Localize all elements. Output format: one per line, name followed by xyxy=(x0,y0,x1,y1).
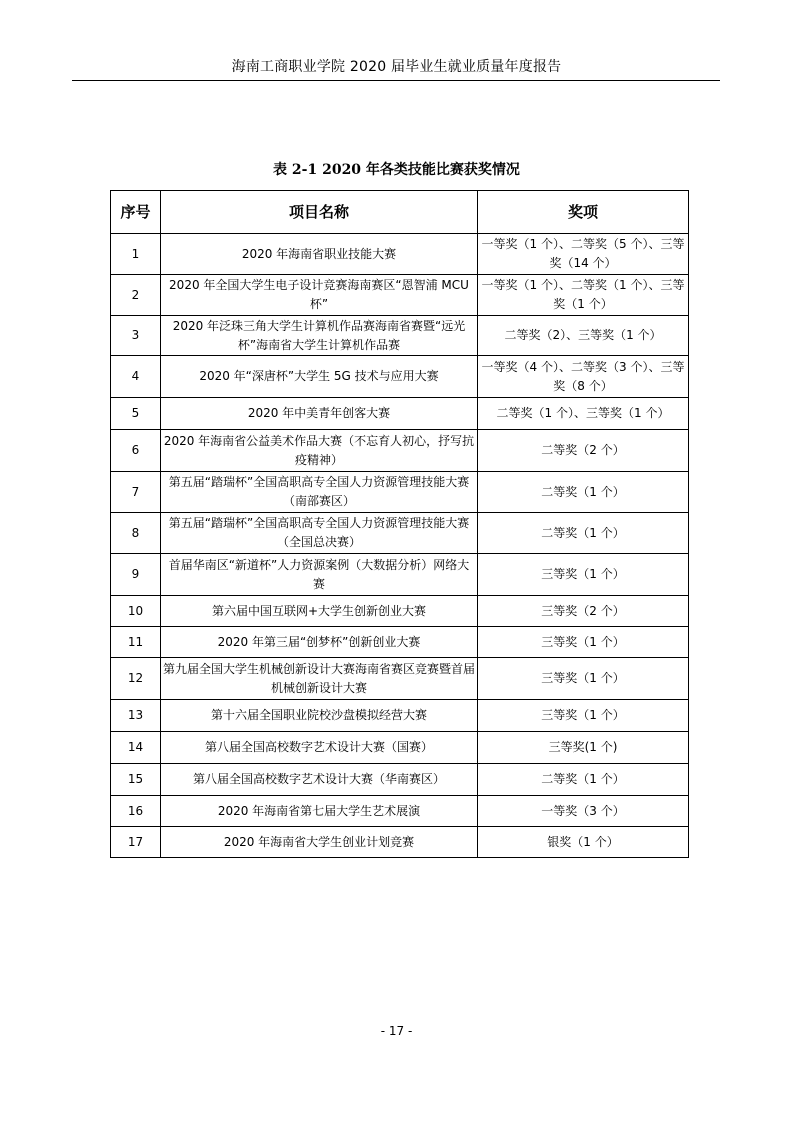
table-row xyxy=(111,234,689,275)
row-number-cell: 3 xyxy=(111,316,161,356)
column-header-award: 奖项 xyxy=(478,191,689,234)
award-cell: 三等奖（1 个） xyxy=(478,658,689,700)
table-row xyxy=(111,658,689,700)
table-row xyxy=(111,398,689,430)
award-cell: 银奖（1 个） xyxy=(478,827,689,858)
award-cell: 三等奖(1 个) xyxy=(478,732,689,764)
table-row xyxy=(111,356,689,398)
table-row xyxy=(111,275,689,316)
row-number-cell: 14 xyxy=(111,732,161,764)
award-cell: 三等奖（1 个） xyxy=(478,627,689,658)
project-name-cell: 2020 年“深唐杯”大学生 5G 技术与应用大赛 xyxy=(161,356,478,398)
project-name-cell: 第五届“踏瑞杯”全国高职高专全国人力资源管理技能大赛（全国总决赛） xyxy=(161,513,478,554)
award-cell: 一等奖（4 个）、二等奖（3 个）、三等奖（8 个） xyxy=(478,356,689,398)
row-number-cell: 13 xyxy=(111,700,161,732)
project-name-cell: 2020 年第三届“创梦杯”创新创业大赛 xyxy=(161,627,478,658)
award-cell: 二等奖（1 个） xyxy=(478,764,689,796)
project-name-cell: 2020 年海南省公益美术作品大赛（不忘育人初心，抒写抗疫精神） xyxy=(161,430,478,472)
row-number-cell: 7 xyxy=(111,472,161,513)
column-header-number: 序号 xyxy=(111,191,161,234)
project-name-cell: 第八届全国高校数字艺术设计大赛（国赛） xyxy=(161,732,478,764)
award-cell: 二等奖（1 个）、三等奖（1 个） xyxy=(478,398,689,430)
award-cell: 二等奖（1 个） xyxy=(478,513,689,554)
project-name-cell: 第六届中国互联网+大学生创新创业大赛 xyxy=(161,596,478,627)
table-body xyxy=(111,234,689,858)
project-name-cell: 第八届全国高校数字艺术设计大赛（华南赛区） xyxy=(161,764,478,796)
project-name-cell: 2020 年中美青年创客大赛 xyxy=(161,398,478,430)
table-header-row xyxy=(111,191,689,234)
row-number-cell: 12 xyxy=(111,658,161,700)
row-number-cell: 1 xyxy=(111,234,161,275)
project-name-cell: 2020 年全国大学生电子设计竞赛海南赛区“恩智浦 MCU 杯” xyxy=(161,275,478,316)
table-row xyxy=(111,472,689,513)
table-row xyxy=(111,316,689,356)
project-name-cell: 第五届“踏瑞杯”全国高职高专全国人力资源管理技能大赛（南部赛区） xyxy=(161,472,478,513)
row-number-cell: 6 xyxy=(111,430,161,472)
row-number-cell: 8 xyxy=(111,513,161,554)
award-cell: 三等奖（1 个） xyxy=(478,554,689,596)
row-number-cell: 16 xyxy=(111,796,161,827)
award-cell: 二等奖（2 个） xyxy=(478,430,689,472)
row-number-cell: 4 xyxy=(111,356,161,398)
table-row xyxy=(111,796,689,827)
award-cell: 一等奖（1 个）、二等奖（1 个）、三等奖（1 个） xyxy=(478,275,689,316)
row-number-cell: 11 xyxy=(111,627,161,658)
column-header-project-name: 项目名称 xyxy=(161,191,478,234)
project-name-cell: 首届华南区“新道杯”人力资源案例（大数据分析）网络大赛 xyxy=(161,554,478,596)
award-cell: 二等奖（1 个） xyxy=(478,472,689,513)
row-number-cell: 9 xyxy=(111,554,161,596)
table-row xyxy=(111,764,689,796)
project-name-cell: 第九届全国大学生机械创新设计大赛海南省赛区竞赛暨首届机械创新设计大赛 xyxy=(161,658,478,700)
row-number-cell: 5 xyxy=(111,398,161,430)
award-cell: 一等奖（3 个） xyxy=(478,796,689,827)
page-number: - 17 - xyxy=(380,1024,413,1038)
report-header-title: 海南工商职业学院 2020 届毕业生就业质量年度报告 xyxy=(231,59,562,75)
project-name-cell: 2020 年海南省职业技能大赛 xyxy=(161,234,478,275)
row-number-cell: 2 xyxy=(111,275,161,316)
award-cell: 一等奖（1 个）、二等奖（5 个）、三等奖（14 个） xyxy=(478,234,689,275)
row-number-cell: 10 xyxy=(111,596,161,627)
row-number-cell: 17 xyxy=(111,827,161,858)
table-row xyxy=(111,596,689,627)
table-row xyxy=(111,732,689,764)
table-row xyxy=(111,827,689,858)
header-divider xyxy=(72,80,720,81)
project-name-cell: 2020 年海南省大学生创业计划竞赛 xyxy=(161,827,478,858)
table-row xyxy=(111,430,689,472)
table-row xyxy=(111,513,689,554)
award-cell: 三等奖（2 个） xyxy=(478,596,689,627)
project-name-cell: 2020 年泛珠三角大学生计算机作品赛海南省赛暨“远光杯”海南省大学生计算机作品赛 xyxy=(161,316,478,356)
table-row xyxy=(111,627,689,658)
table-caption: 表 2-1 2020 年各类技能比赛获奖情况 xyxy=(273,162,520,178)
award-cell: 二等奖（2）、三等奖（1 个） xyxy=(478,316,689,356)
table-row xyxy=(111,554,689,596)
project-name-cell: 2020 年海南省第七届大学生艺术展演 xyxy=(161,796,478,827)
table-row xyxy=(111,700,689,732)
awards-table xyxy=(110,190,689,858)
row-number-cell: 15 xyxy=(111,764,161,796)
project-name-cell: 第十六届全国职业院校沙盘模拟经营大赛 xyxy=(161,700,478,732)
award-cell: 三等奖（1 个） xyxy=(478,700,689,732)
